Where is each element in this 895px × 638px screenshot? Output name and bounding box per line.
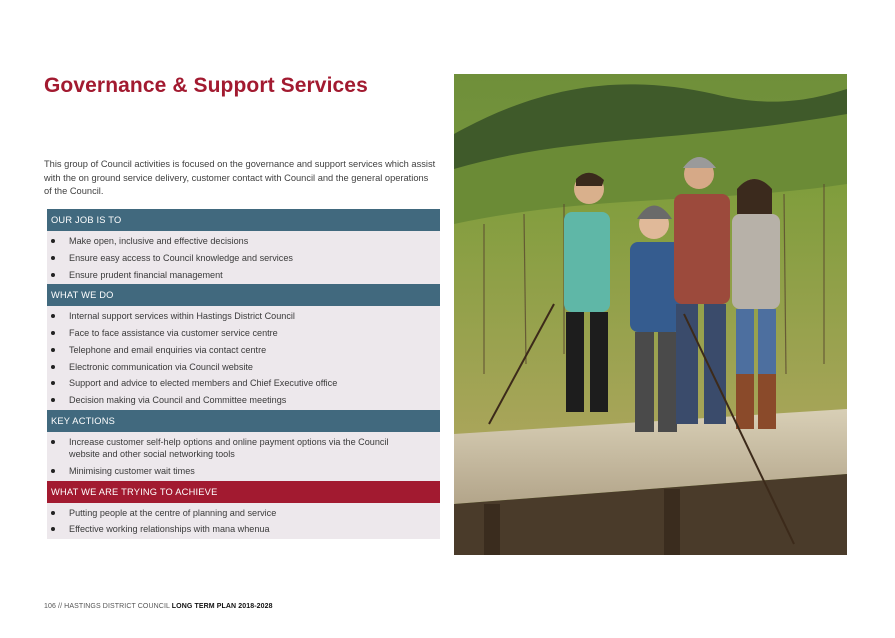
bullet-icon bbox=[51, 469, 55, 473]
info-panel bbox=[47, 209, 440, 539]
section-list-key-actions bbox=[47, 432, 440, 481]
list-item bbox=[47, 436, 440, 461]
footer-prefix: 106 // HASTINGS DISTRICT COUNCIL bbox=[44, 603, 170, 610]
list-item-text: Effective working relationships with mana whenua bbox=[69, 524, 270, 535]
list-item-text: Face to face assistance via customer service centre bbox=[69, 327, 278, 338]
list-item-text: Electronic communication via Council website bbox=[69, 361, 253, 372]
list-item-text: Minimising customer wait times bbox=[69, 466, 195, 477]
list-item bbox=[47, 252, 440, 265]
section-heading-our-job: OUR JOB IS TO bbox=[47, 209, 440, 231]
bullet-icon bbox=[51, 256, 55, 260]
section-heading-key-actions: KEY ACTIONS bbox=[47, 410, 440, 432]
list-item bbox=[47, 507, 440, 520]
list-item-text: Decision making via Council and Committee meetings bbox=[69, 395, 287, 406]
bullet-icon bbox=[51, 239, 55, 243]
bullet-icon bbox=[51, 331, 55, 335]
bullet-icon bbox=[51, 348, 55, 352]
section-heading-what-we-do: WHAT WE DO bbox=[47, 284, 440, 306]
list-item bbox=[47, 394, 440, 407]
bullet-icon bbox=[51, 527, 55, 531]
list-item bbox=[47, 310, 440, 323]
list-item-text: Ensure easy access to Council knowledge and services bbox=[69, 252, 293, 263]
list-item bbox=[47, 465, 440, 478]
list-item-text: Internal support services within Hastings District Council bbox=[69, 311, 295, 322]
section-list-trying-to-achieve bbox=[47, 503, 440, 539]
footer-document-title: LONG TERM PLAN 2018-2028 bbox=[171, 603, 273, 610]
list-item-text: Make open, inclusive and effective decisions bbox=[69, 236, 249, 246]
page-title: Governance & Support Services bbox=[44, 74, 368, 97]
list-item bbox=[47, 523, 440, 536]
list-item bbox=[47, 327, 440, 340]
bullet-icon bbox=[51, 381, 55, 385]
family-boardwalk-photo bbox=[454, 74, 847, 555]
list-item-text: Ensure prudent financial management bbox=[69, 269, 223, 280]
bullet-icon bbox=[51, 314, 55, 318]
photo-illustration bbox=[454, 74, 847, 555]
list-item-text: Telephone and email enquiries via contact centre bbox=[69, 344, 267, 355]
list-item bbox=[47, 235, 440, 248]
bullet-icon bbox=[51, 511, 55, 515]
page-footer bbox=[44, 603, 273, 610]
list-item-text: Increase customer self-help options and online payment options via the Council website and other social networking tools bbox=[69, 436, 389, 460]
bullet-icon bbox=[51, 365, 55, 369]
section-list-our-job bbox=[47, 231, 440, 284]
section-list-what-we-do bbox=[47, 306, 440, 410]
intro-paragraph: This group of Council activities is focused on the governance and support services which assist with the on ground service delivery, customer contact with Council and the general operations of the Council. bbox=[44, 159, 436, 197]
bullet-icon bbox=[51, 273, 55, 277]
section-heading-trying-to-achieve: WHAT WE ARE TRYING TO ACHIEVE bbox=[47, 481, 440, 503]
list-item-text: Support and advice to elected members and Chief Executive office bbox=[69, 378, 338, 389]
list-item bbox=[47, 269, 440, 282]
list-item bbox=[47, 377, 440, 390]
list-item bbox=[47, 344, 440, 357]
bullet-icon bbox=[51, 398, 55, 402]
bullet-icon bbox=[51, 440, 55, 444]
list-item bbox=[47, 361, 440, 374]
list-item-text: Putting people at the centre of planning and service bbox=[69, 507, 277, 518]
